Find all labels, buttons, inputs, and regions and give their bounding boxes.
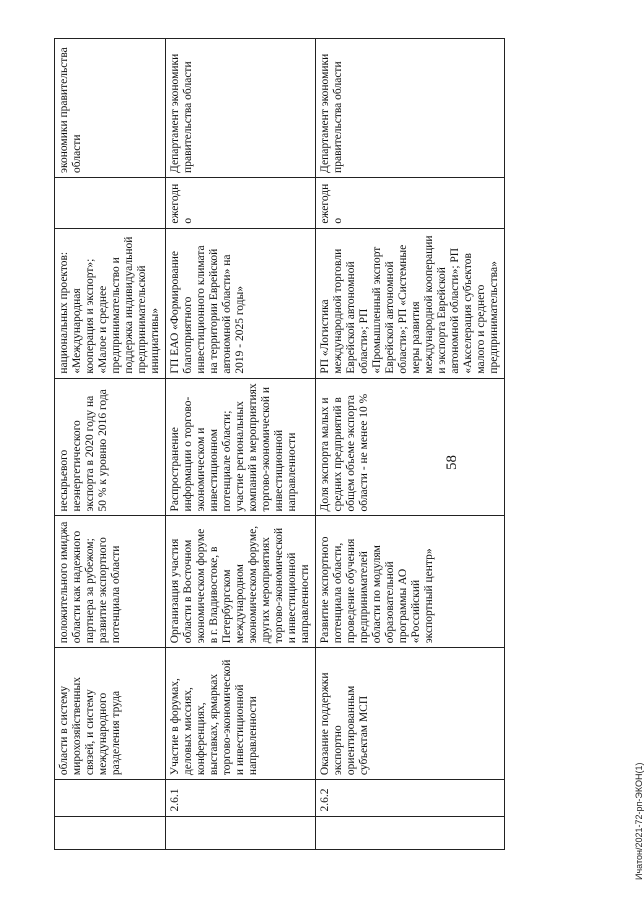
plan-table <box>54 38 505 850</box>
cell-executor: экономики правительства области <box>55 39 166 178</box>
cell-program: ГП ЕАО «Формирование благоприятного инвестиционного климата на территории Еврейской автономной области» на 2019 - 2025 годы» <box>166 228 316 378</box>
cell-num <box>55 780 166 816</box>
cell-content: Организация участия области в Восточном экономическом форуме в г. Владивостоке, в Петербургском международном экономическом форуме, других мероприятиях торгово-экономической и инвестиционной направленности <box>166 516 316 648</box>
cell-period: ежегодно <box>166 177 316 228</box>
cell-content: положительного имиджа области как надежного партнера за рубежом; развитие экспортного потенциала области <box>55 516 166 648</box>
cell-empty <box>316 816 505 849</box>
cell-result: несырьевого неэнергетического экспорта в 2020 году на 50 % к уровню 2016 года <box>55 378 166 516</box>
cell-event: Участие в форумах, деловых миссиях, конференциях, выставках, ярмарках торгово-экономической и инвестиционной направленности <box>166 648 316 780</box>
cell-num: 2.6.2 <box>316 780 505 816</box>
cell-period <box>55 177 166 228</box>
cell-executor: Департамент экономики правительства области <box>316 39 505 178</box>
page-number: 58 <box>444 455 460 470</box>
cell-result: Распространение информации о торгово-экономическом и инвестиционном потенциале области; участие региональных компаний в мероприятиях торгово-экономической и инвестиционной направленности <box>166 378 316 516</box>
cell-program: РП «Логистика международной торговли Еврейской автономной области»; РП «Промышленный экспорт Еврейской автономной области»; РП «Системные меры развития международной кооперации и экспорта Еврейской автономной области»; РП «Акселерация субъектов малого и среднего предпринимательства» <box>316 228 505 378</box>
rotated-content <box>44 30 644 880</box>
cell-empty <box>166 816 316 849</box>
cell-empty <box>55 816 166 849</box>
cell-event: Оказание поддержки экспортно ориентированным субъектам МСП <box>316 648 505 780</box>
footer-code: Ичатон/2021-72-рп-ЭКОН(1) <box>634 762 644 880</box>
cell-event: области в систему мирохозяйственных связей, и систему международного разделения труда <box>55 648 166 780</box>
cell-period: ежегодно <box>316 177 505 228</box>
cell-content: Развитие экспортного потенциала области, проведение обучения предпринимателей области по модулям образовательной программы АО «Российский экспортный центр» <box>316 516 505 648</box>
cell-result: Доля экспорта малых и средних предприятий в общем объеме экспорта области - не менее 10 % <box>316 378 505 516</box>
table-row <box>55 39 166 850</box>
cell-program: национальных проектов: «Международная кооперация и экспорт»; «Малое и среднее предпринимательство и поддержка индивидуальной предпринимательской инициативы» <box>55 228 166 378</box>
table-row <box>166 39 316 850</box>
cell-num: 2.6.1 <box>166 780 316 816</box>
cell-executor: Департамент экономики правительства области <box>166 39 316 178</box>
table-row <box>316 39 505 850</box>
